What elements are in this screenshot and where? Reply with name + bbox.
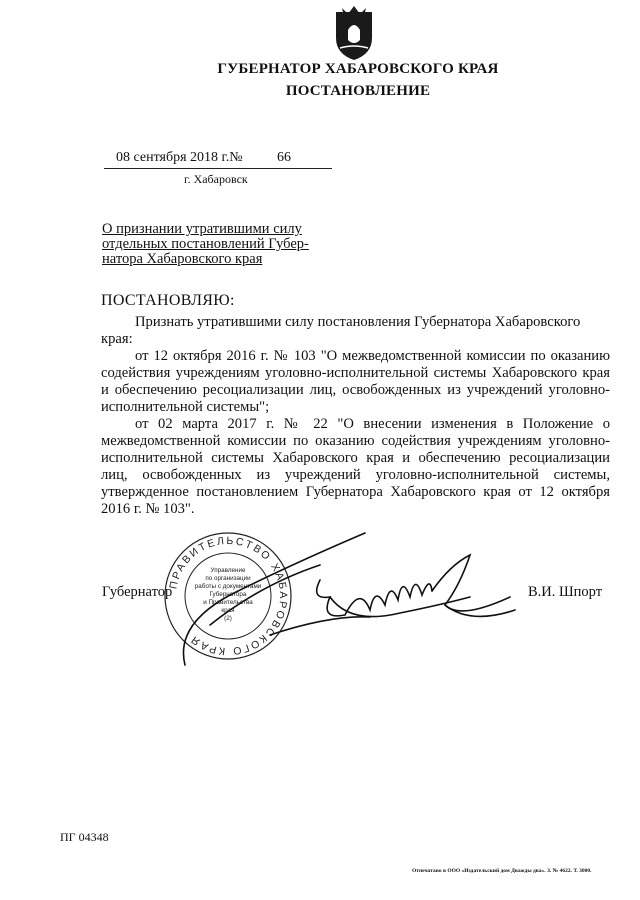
printer-imprint: Отпечатано в ООО «Издательский дом Дважды два». З. № 4622. Т. 3000. [412,868,592,874]
document-number: 66 [277,150,291,165]
stamp-center-line: (2) [224,615,232,622]
number-sign: № [229,150,243,165]
document-body [101,314,610,518]
stamp-center-line: края [221,607,235,614]
body-paragraph: от 02 марта 2017 г. № 22 "О внесении изменения в Положение о межведомственной комиссии по оказанию содействия учреждениям уголовно-исполнительной системы Хабаровского края и обеспечению ресоциализации лиц, освобожденных из учреждений уголовно-исполнительной системы, утвержденное постановлением Губернатора Хабаровского края от 12 октября 2016 г. № 103". [101,416,610,517]
stamp-center-line: и Правительства [203,599,253,606]
signatory-name: В.И. Шпорт [528,584,603,600]
issuer-title: ГУБЕРНАТОР ХАБАРОВСКОГО КРАЯ [217,61,499,77]
subject-line: натора Хабаровского края [102,251,263,267]
document-type: ПОСТАНОВЛЕНИЕ [285,83,431,99]
decree-word: ПОСТАНОВЛЯЮ: [101,292,235,309]
stamp-center-line: Губернатора [209,591,247,598]
document-code: ПГ 04348 [60,830,109,844]
document-city: г. Хабаровск [184,172,248,186]
stamp-center-line: работы с документами [194,583,262,590]
stamp-center-line: Управление [210,567,246,574]
stamp-ring-text: ПРАВИТЕЛЬСТВО ХАБАРОВСКОГО КРАЯ [167,534,290,658]
body-paragraph: Признать утратившими силу постановления Губернатора Хабаровского [135,314,581,330]
stamp-center-line: по организации [205,575,251,582]
coat-of-arms-emblem [330,4,378,62]
document-subject [102,222,342,267]
date-underline [104,168,332,169]
document-date: 08 сентября 2018 г.№ [116,150,243,165]
subject-line: О признании утратившими силу [102,221,302,237]
body-paragraph: от 12 октября 2016 г. № 103 "О межведомственной комиссии по оказанию содействия учреждениям уголовно-исполнительной системы Хабаровского края и обеспечению ресоциализации лиц, освобожденных из учреждений уголовно-исполнительной системы"; [101,348,610,415]
body-paragraph: края: [101,331,133,347]
signatory-title: Губернатор [102,584,173,600]
subject-line: отдельных постановлений Губер- [102,236,309,252]
handwritten-signature [170,525,520,685]
